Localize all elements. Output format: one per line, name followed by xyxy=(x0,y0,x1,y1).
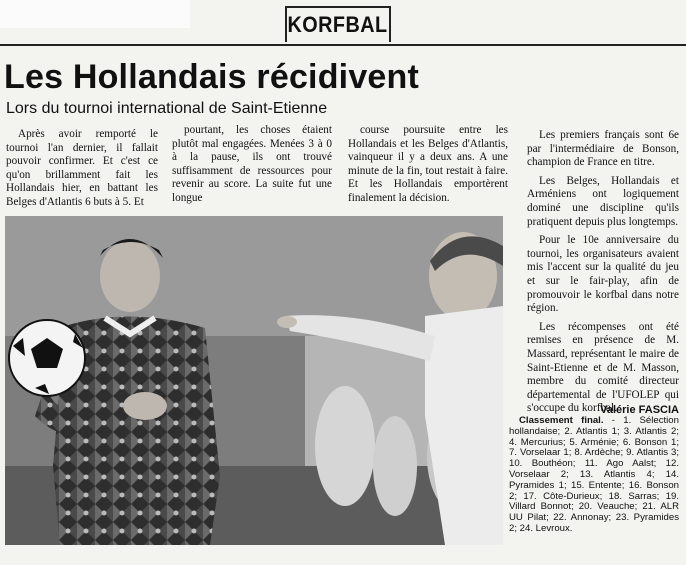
col4-paragraph: Les récompenses ont été remises en présence de M. Massard, représentant le maire de Saint-Etienne et de M. Masson, membre du comité directeur départemental de l'UFOLEP qui s'occupe du korfbal. xyxy=(527,320,679,415)
col4-paragraph: Les premiers français sont 6e par l'intermédiaire de Bonson, champion de France en titre. xyxy=(527,129,679,169)
article-column-4 xyxy=(527,129,679,416)
section-rubric: KORFBAL xyxy=(288,12,388,37)
header-rule xyxy=(0,44,686,46)
clipping-edge xyxy=(0,0,190,28)
article-column-2: pourtant, les choses étaient plutôt mal engagées. Menées 3 à 0 à la pause, ils ont trouvé suffisamment de ressources pour revenir au score. La suite fut une longue xyxy=(172,124,332,204)
headline: Les Hollandais récidivent xyxy=(4,58,420,96)
article-column-1: Après avoir remporté le tournoi l'an dernier, il fallait pouvoir confirmer. Et c'est ce qu'on brillamment fait les Hollandais hier, en battant les Belges d'Atlantis 6 buts à 5. Et xyxy=(6,128,158,208)
final-standings xyxy=(509,416,679,535)
col4-paragraph: Pour le 10e anniversaire du tournoi, les organisateurs avaient mis l'accent sur la qualité du jeu et sur le fair-play, afin de promouvoir le korfbal dans notre région. xyxy=(527,234,679,315)
col4-paragraph: Les Belges, Hollandais et Arméniens ont logiquement dominé une discipline qu'ils pratiquent depuis plus longtemps. xyxy=(527,174,679,228)
standings-label: Classement final. xyxy=(519,415,604,426)
match-photo xyxy=(5,216,503,545)
standings-text: - 1. Sélection hollandaise; 2. Atlantis 1; 3. Atlantis 2; 4. Mercurius; 5. Arménie; 6. Bonson 1; 7. Vorselaar 1; 8. Ardèche; 9. Atlantis 3; 10. Bouthéon; 11. Ago Aalst; 12. Vorselaar 2; 13. Atlantis 4; 14. Pyramides 1; 15. Entente; 16. Bonson 2; 17. Côte-Durieux; 18. Sarras; 19. Villard Bonnot; 20. Veauche; 21. ALR UU Pilat; 22. Annonay; 23. Pyramides 2; 24. Levroux. xyxy=(509,415,679,534)
section-rubric-box xyxy=(285,6,391,42)
korfball-players-illustration xyxy=(5,216,503,545)
byline: Valérie FASCIA xyxy=(600,404,679,416)
article-column-3: course poursuite entre les Hollandais et les Belges d'Atlantis, vainqueur il y a deux ans. A une minute de la fin, tout restait à faire. Et les Hollandais emportèrent finalement la décision. xyxy=(348,124,508,204)
subheadline: Lors du tournoi international de Saint-Etienne xyxy=(6,100,328,117)
